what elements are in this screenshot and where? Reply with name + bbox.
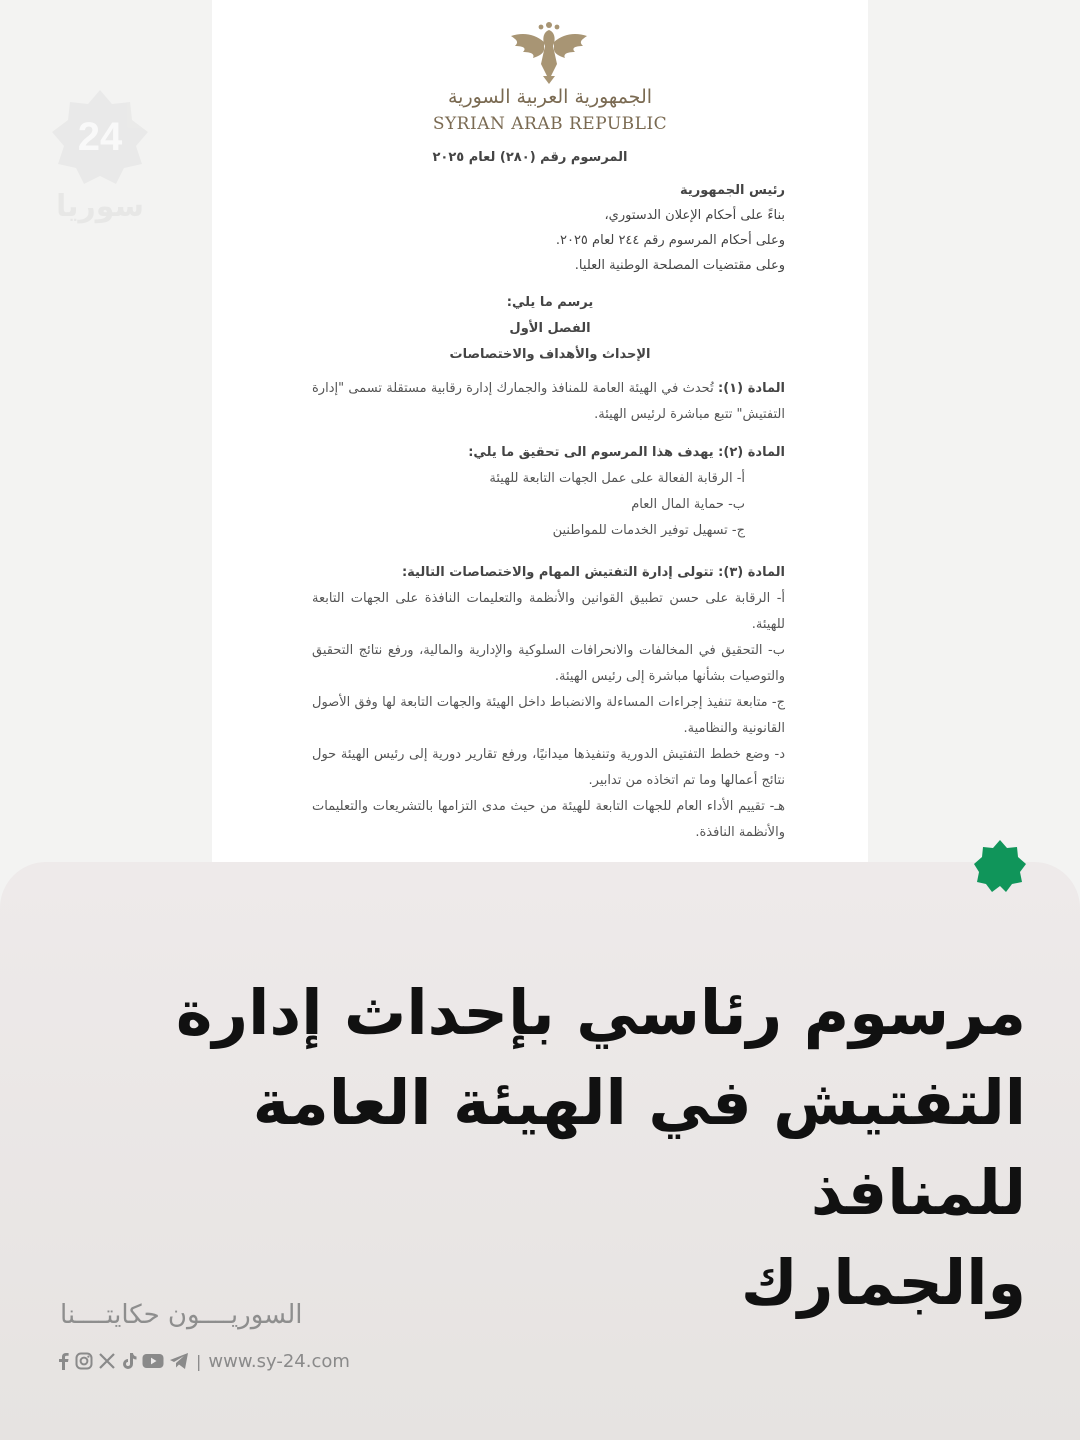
decrees-intro: يرسم ما يلي: [506,295,594,310]
list-item: ب- التحقيق في المخالفات والانحرافات السلوكية والإدارية والمالية، ورفع نتائج التحقيق والتوصيات بشأنها مباشرة إلى رئيس الهيئة. [312,643,785,684]
youtube-icon[interactable] [142,1353,164,1369]
preamble-line: بناءً على أحكام الإعلان الدستوري، [604,208,785,223]
article-label: المادة (٣): [718,565,785,580]
decree-number: المرسوم رقم (٢٨٠) لعام ٢٠٢٥ [432,150,628,165]
brand-tagline: السوريــــون حكايتــــنا [60,1300,303,1330]
facebook-icon[interactable] [56,1352,70,1370]
list-item: هـ- تقييم الأداء العام للجهات التابعة للهيئة من حيث مدى التزامها بالتشريعات والتعليمات والأنظمة النافذة. [312,799,785,840]
preamble-line: وعلى أحكام المرسوم رقم ٢٤٤ لعام ٢٠٢٥. [555,233,785,248]
logo-wordmark: سوريا [55,189,145,224]
chapter-title: الإحداث والأهداف والاختصاصات [449,347,651,362]
article-label: المادة (٢): [718,445,785,460]
header-english: SYRIAN ARAB REPUBLIC [432,114,668,134]
instagram-icon[interactable] [75,1352,93,1370]
header-arabic: الجمهورية العربية السورية [447,86,653,108]
x-icon[interactable] [98,1352,116,1370]
preamble-line: رئيس الجمهورية [680,183,785,198]
headline-line: والجمارك [740,1246,1026,1319]
article-intro: تتولى إدارة التفتيش المهام والاختصاصات التالية: [401,565,714,580]
telegram-icon[interactable] [169,1352,189,1370]
star-badge-icon [972,838,1028,894]
headline [126,968,1026,1328]
logo-number: 24 [77,115,123,159]
website-link[interactable]: www.sy-24.com [208,1350,350,1372]
syria24-logo-icon [50,88,150,228]
list-item: ب- حماية المال العام [631,497,745,512]
list-item: ج- تسهيل توفير الخدمات للمواطنين [552,523,745,538]
eagle-emblem-icon [507,20,591,84]
headline-line: التفتيش في الهيئة العامة للمنافذ [252,1066,1026,1229]
list-item: أ- الرقابة الفعالة على عمل الجهات التابعة للهيئة [489,471,745,486]
social-links [56,1350,350,1372]
list-item: أ- الرقابة على حسن تطبيق القوانين والأنظمة والتعليمات النافذة على الجهات التابعة للهيئة. [312,591,785,632]
chapter-heading [400,290,700,368]
headline-line: مرسوم رئاسي بإحداث إدارة [175,976,1026,1049]
chapter-label: الفصل الأول [509,321,591,336]
separator: | [196,1351,202,1371]
article-text: تُحدث في الهيئة العامة للمنافذ والجمارك إدارة رقابية مستقلة تسمى "إدارة التفتيش" تتبع مباشرة لرئيس الهيئة. [312,381,785,422]
article-1 [312,376,785,428]
tiktok-icon[interactable] [121,1352,137,1370]
list-item: ج- متابعة تنفيذ إجراءات المساءلة والانضباط داخل الهيئة والجهات التابعة لها وفق الأصول القانونية والنظامية. [312,695,785,736]
preamble-line: وعلى مقتضيات المصلحة الوطنية العليا. [574,258,785,273]
article-label: المادة (١): [718,381,786,396]
list-item: د- وضع خطط التفتيش الدورية وتنفيذها ميدانيًا، ورفع تقارير دورية إلى رئيس الهيئة حول نتائج أعمالها وما تم اتخاذه من تدابير. [312,747,785,788]
article-intro: يهدف هذا المرسوم الى تحقيق ما يلي: [468,445,714,460]
preamble [400,178,785,278]
article-2 [312,440,785,544]
article-3 [312,560,785,846]
